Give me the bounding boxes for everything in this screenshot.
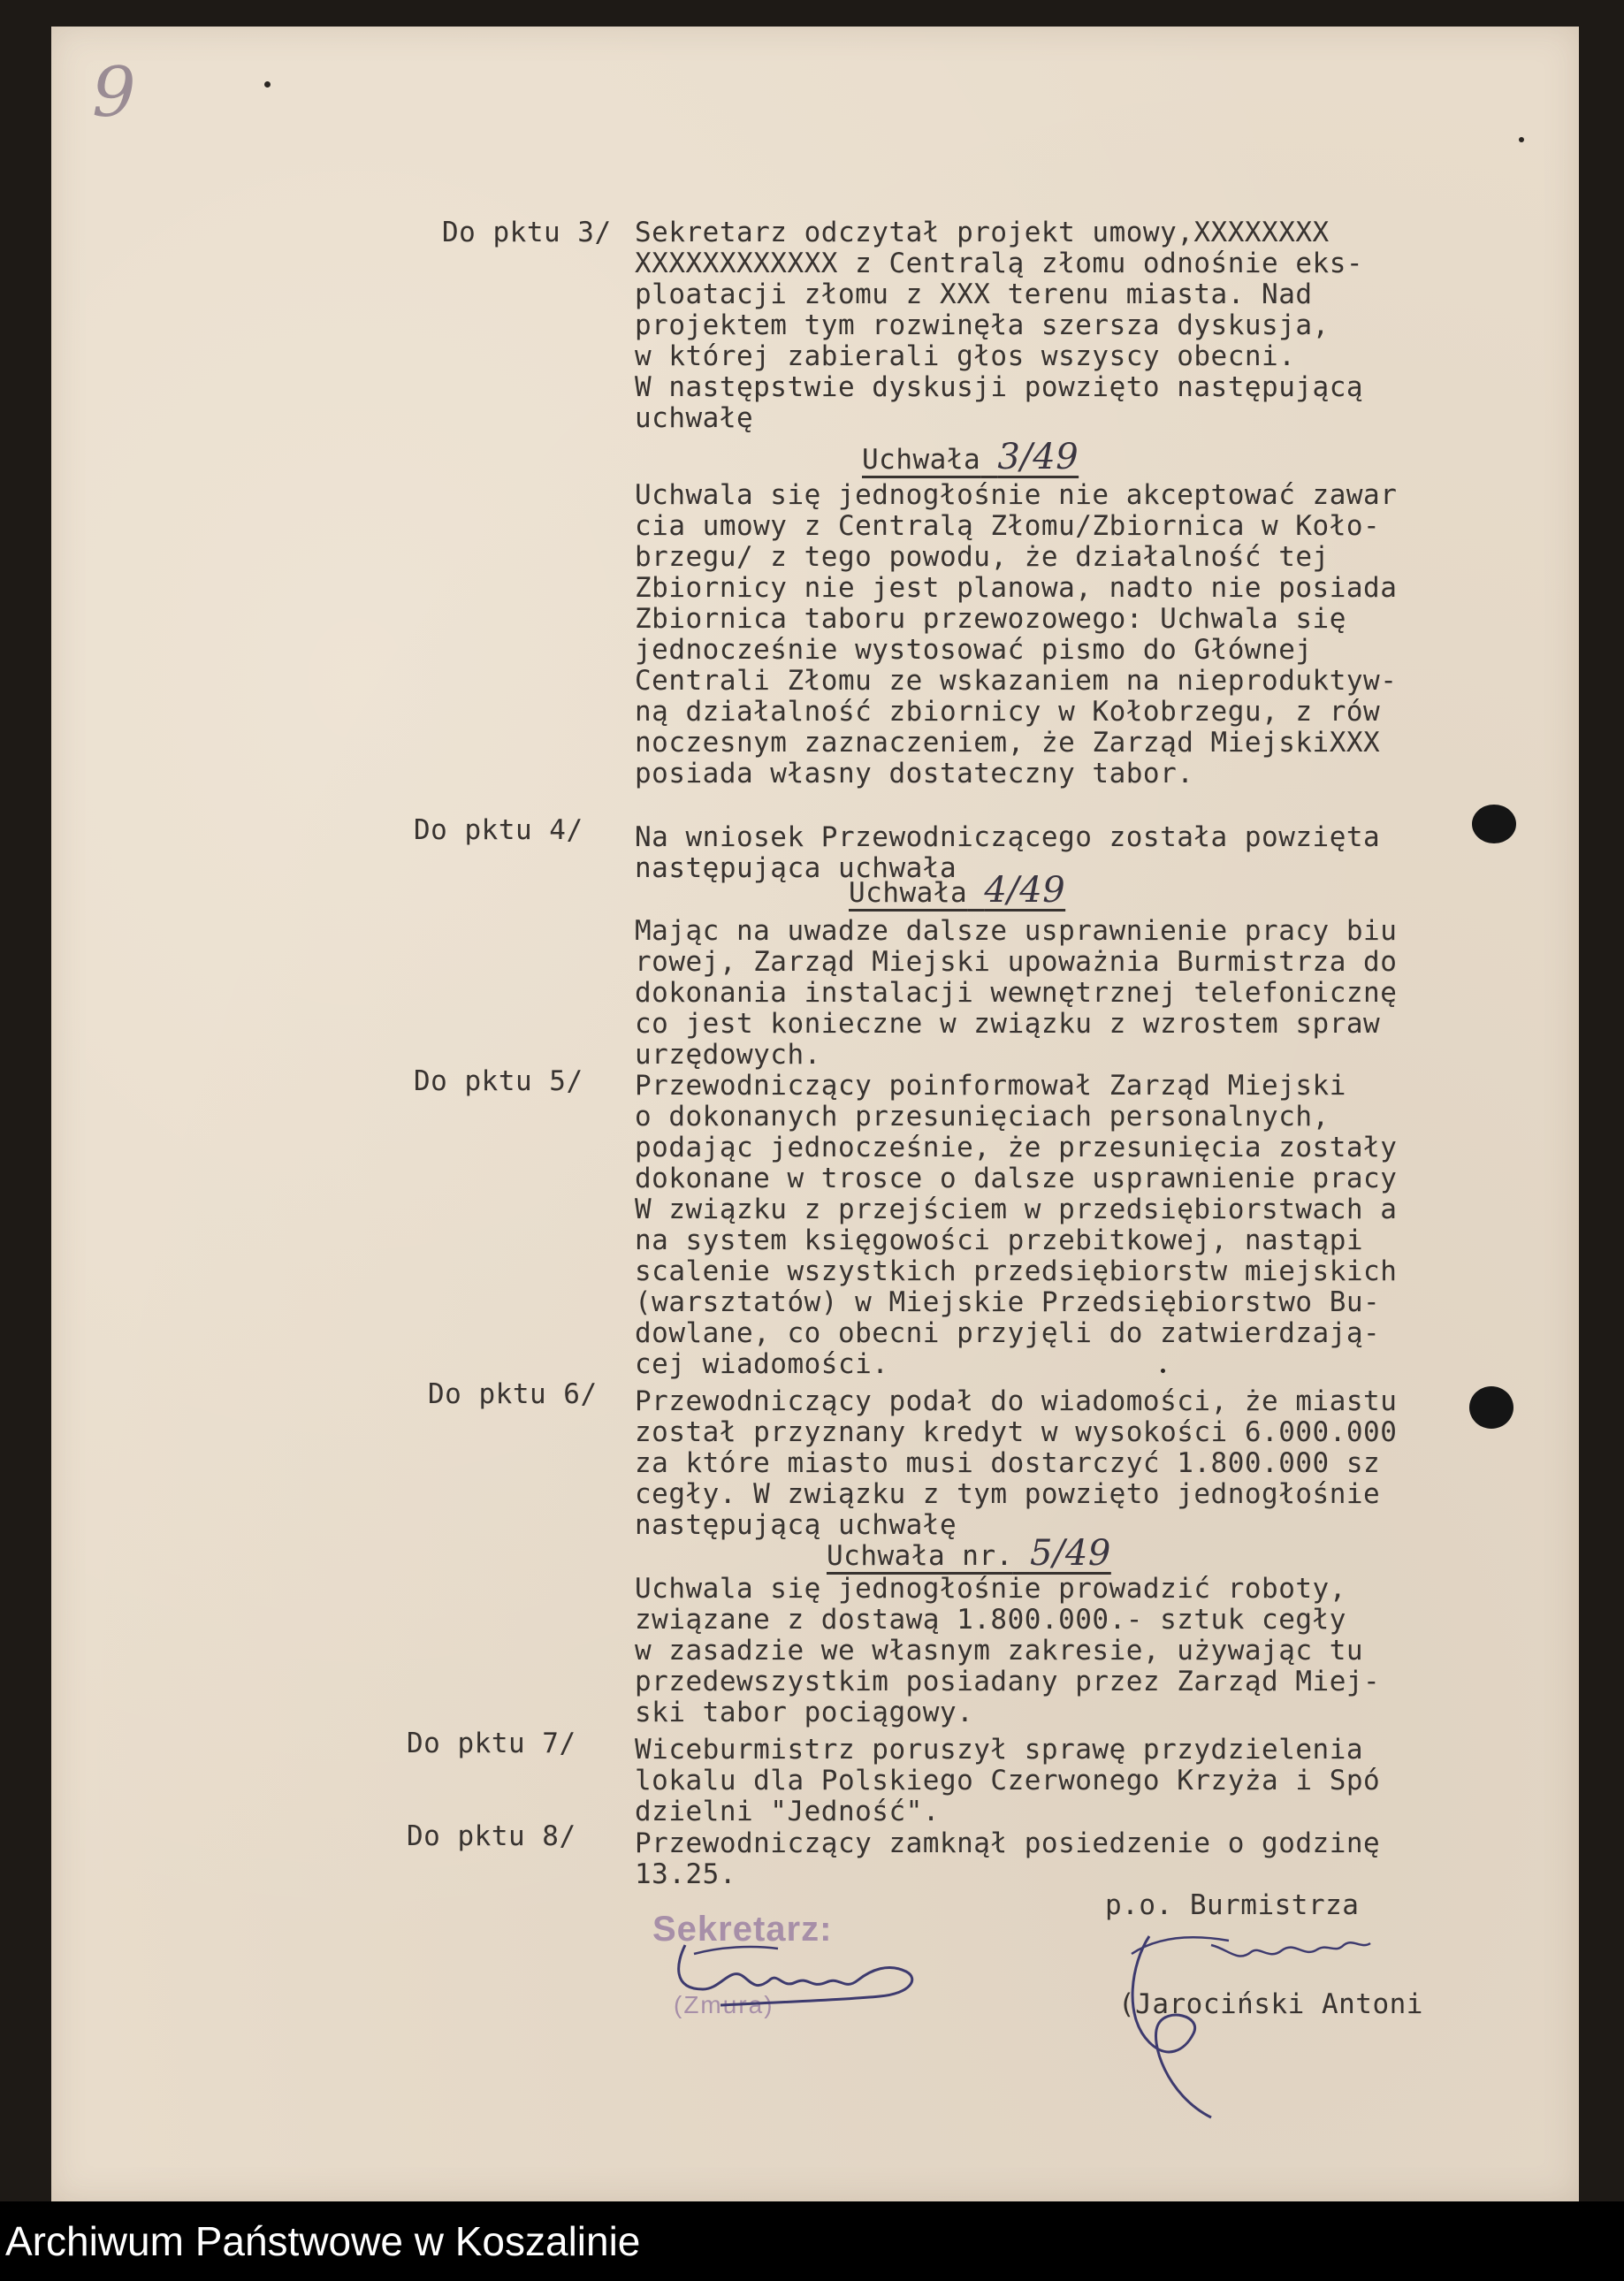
item-label: Do pktu 6/ — [428, 1378, 598, 1410]
resolution-number: 5/49 — [1029, 1533, 1111, 1574]
item-text-line: (warsztatów) w Miejskie Przedsiębiorstwo Bu- — [635, 1286, 1381, 1318]
resolution-text-line: Uchwala się jednogłośnie prowadzić roboty, — [635, 1573, 1346, 1605]
item-text-line: dowlane, co obecni przyjęli do zatwierdzają- — [635, 1317, 1381, 1349]
item-text-line: W związku z przejściem w przedsiębiorstwach a — [635, 1194, 1398, 1225]
ink-dot — [1519, 137, 1524, 142]
item-text-line: projektem tym rozwinęła szersza dyskusja, — [635, 309, 1330, 341]
secretary-signature — [667, 1927, 933, 2016]
item-text-line: uchwałę — [635, 402, 754, 434]
ink-dot — [264, 81, 271, 88]
resolution-text-line: Centrali Złomu ze wskazaniem na nieproduktyw- — [635, 665, 1398, 697]
mayor-title: p.o. Burmistrza — [1105, 1889, 1360, 1921]
item-text-line: dzielni "Jedność". — [635, 1796, 940, 1827]
item-text-line: za które miasto musi dostarczyć 1.800.000 sz — [635, 1447, 1381, 1479]
resolution-text-line: cia umowy z Centralą Złomu/Zbiornica w Koło- — [635, 510, 1381, 542]
item-label: Do pktu 3/ — [442, 217, 612, 248]
item-text-line: następująca uchwała — [635, 852, 957, 884]
item-text-line: następującą uchwałę — [635, 1509, 957, 1541]
item-text-line: dokonane w trosce o dalsze usprawnienie pracy — [635, 1163, 1398, 1194]
resolution-text-line: jednocześnie wystosować pismo do Głównej — [635, 634, 1313, 666]
item-label: Do pktu 5/ — [414, 1065, 583, 1097]
item-label: Do pktu 8/ — [407, 1820, 576, 1852]
mayor-name: (Jarociński Antoni — [1118, 1988, 1423, 2020]
resolution-text-line: Mając na uwadze dalsze usprawnienie pracy biu — [635, 915, 1398, 947]
resolution-number: 3/49 — [997, 437, 1079, 477]
resolution-text-line: noczesnym zaznaczeniem, że Zarząd MiejskiXXX — [635, 727, 1381, 759]
resolution-text-line: Zbiornicy nie jest planowa, nadto nie posiada — [635, 572, 1398, 604]
item-text-line: cegły. W związku z tym powzięto jednogłośnie — [635, 1478, 1381, 1510]
resolution-text-line: przedewszystkim posiadany przez Zarząd Miej- — [635, 1666, 1381, 1697]
ink-blot — [1472, 805, 1516, 843]
ink-dot — [1161, 1369, 1165, 1373]
resolution-text-line: ną działalność zbiornicy w Kołobrzegu, z rów — [635, 696, 1381, 728]
item-text-line: lokalu dla Polskiego Czerwonego Krzyża i Spó — [635, 1765, 1381, 1797]
ink-blot — [1469, 1386, 1513, 1429]
item-text-line: Przewodniczący poinformował Zarząd Miejski — [635, 1070, 1346, 1102]
item-text-line: o dokonanych przesunięciach personalnych, — [635, 1101, 1330, 1133]
resolution-text-line: Zbiornica taboru przewozowego: Uchwala się — [635, 603, 1346, 635]
resolution-text-line: co jest konieczne w związku z wzrostem spraw — [635, 1008, 1381, 1040]
archive-footer-label: Archiwum Państwowe w Koszalinie — [5, 2218, 641, 2264]
item-text-line: Wiceburmistrz poruszył sprawę przydzielenia — [635, 1734, 1364, 1766]
resolution-heading: Uchwała 4/49 — [849, 870, 1066, 911]
resolution-text-line: brzegu/ z tego powodu, że działalność tej — [635, 541, 1330, 573]
item-text-line: Przewodniczący podał do wiadomości, że miastu — [635, 1385, 1398, 1417]
item-text-line: Na wniosek Przewodniczącego została powzięta — [635, 821, 1381, 853]
item-text-line: cej wiadomości. — [635, 1348, 889, 1380]
page-number: 9 — [92, 53, 136, 133]
secretary-stamp-name: (Zmura) — [674, 1991, 774, 2018]
item-text-line: scalenie wszystkich przedsiębiorstw miejskich — [635, 1255, 1398, 1287]
resolution-text-line: urzędowych. — [635, 1039, 821, 1071]
item-label: Do pktu 7/ — [407, 1728, 576, 1759]
item-text-line: W następstwie dyskusji powzięto następującą — [635, 371, 1364, 403]
resolution-text-line: rowej, Zarząd Miejski upoważnia Burmistrza do — [635, 946, 1398, 978]
resolution-text-line: dokonania instalacji wewnętrznej telefonicznę — [635, 977, 1398, 1009]
resolution-text-line: związane z dostawą 1.800.000.- sztuk cegły — [635, 1604, 1346, 1636]
resolution-text-line: Uchwala się jednogłośnie nie akceptować zawar — [635, 479, 1398, 511]
item-text-line: 13.25. — [635, 1858, 736, 1890]
item-label: Do pktu 4/ — [414, 814, 583, 846]
mayor-signature — [1096, 1919, 1414, 2131]
resolution-heading: Uchwała 3/49 — [862, 437, 1079, 477]
item-text-line: podając jednocześnie, że przesunięcia zostały — [635, 1132, 1398, 1163]
item-text-line: ploatacji złomu z XXX terenu miasta. Nad — [635, 278, 1313, 310]
item-text-line: Sekretarz odczytał projekt umowy,XXXXXXXX — [635, 217, 1330, 248]
secretary-stamp-title: Sekretarz: — [652, 1910, 833, 1949]
resolution-text-line: posiada własny dostateczny tabor. — [635, 758, 1194, 790]
item-text-line: na system księgowości przebitkowej, nastąpi — [635, 1224, 1364, 1256]
resolution-number: 4/49 — [984, 870, 1066, 911]
item-text-line: został przyznany kredyt w wysokości 6.000.000 — [635, 1416, 1398, 1448]
item-text-line: XXXXXXXXXXXX z Centralą złomu odnośnie eks- — [635, 248, 1364, 279]
resolution-text-line: w zasadzie we własnym zakresie, używając tu — [635, 1635, 1364, 1667]
resolution-heading: Uchwała nr. 5/49 — [827, 1533, 1111, 1574]
item-text-line: Przewodniczący zamknął posiedzenie o godzinę — [635, 1827, 1381, 1859]
resolution-text-line: ski tabor pociągowy. — [635, 1697, 974, 1728]
item-text-line: w której zabierali głos wszyscy obecni. — [635, 340, 1296, 372]
